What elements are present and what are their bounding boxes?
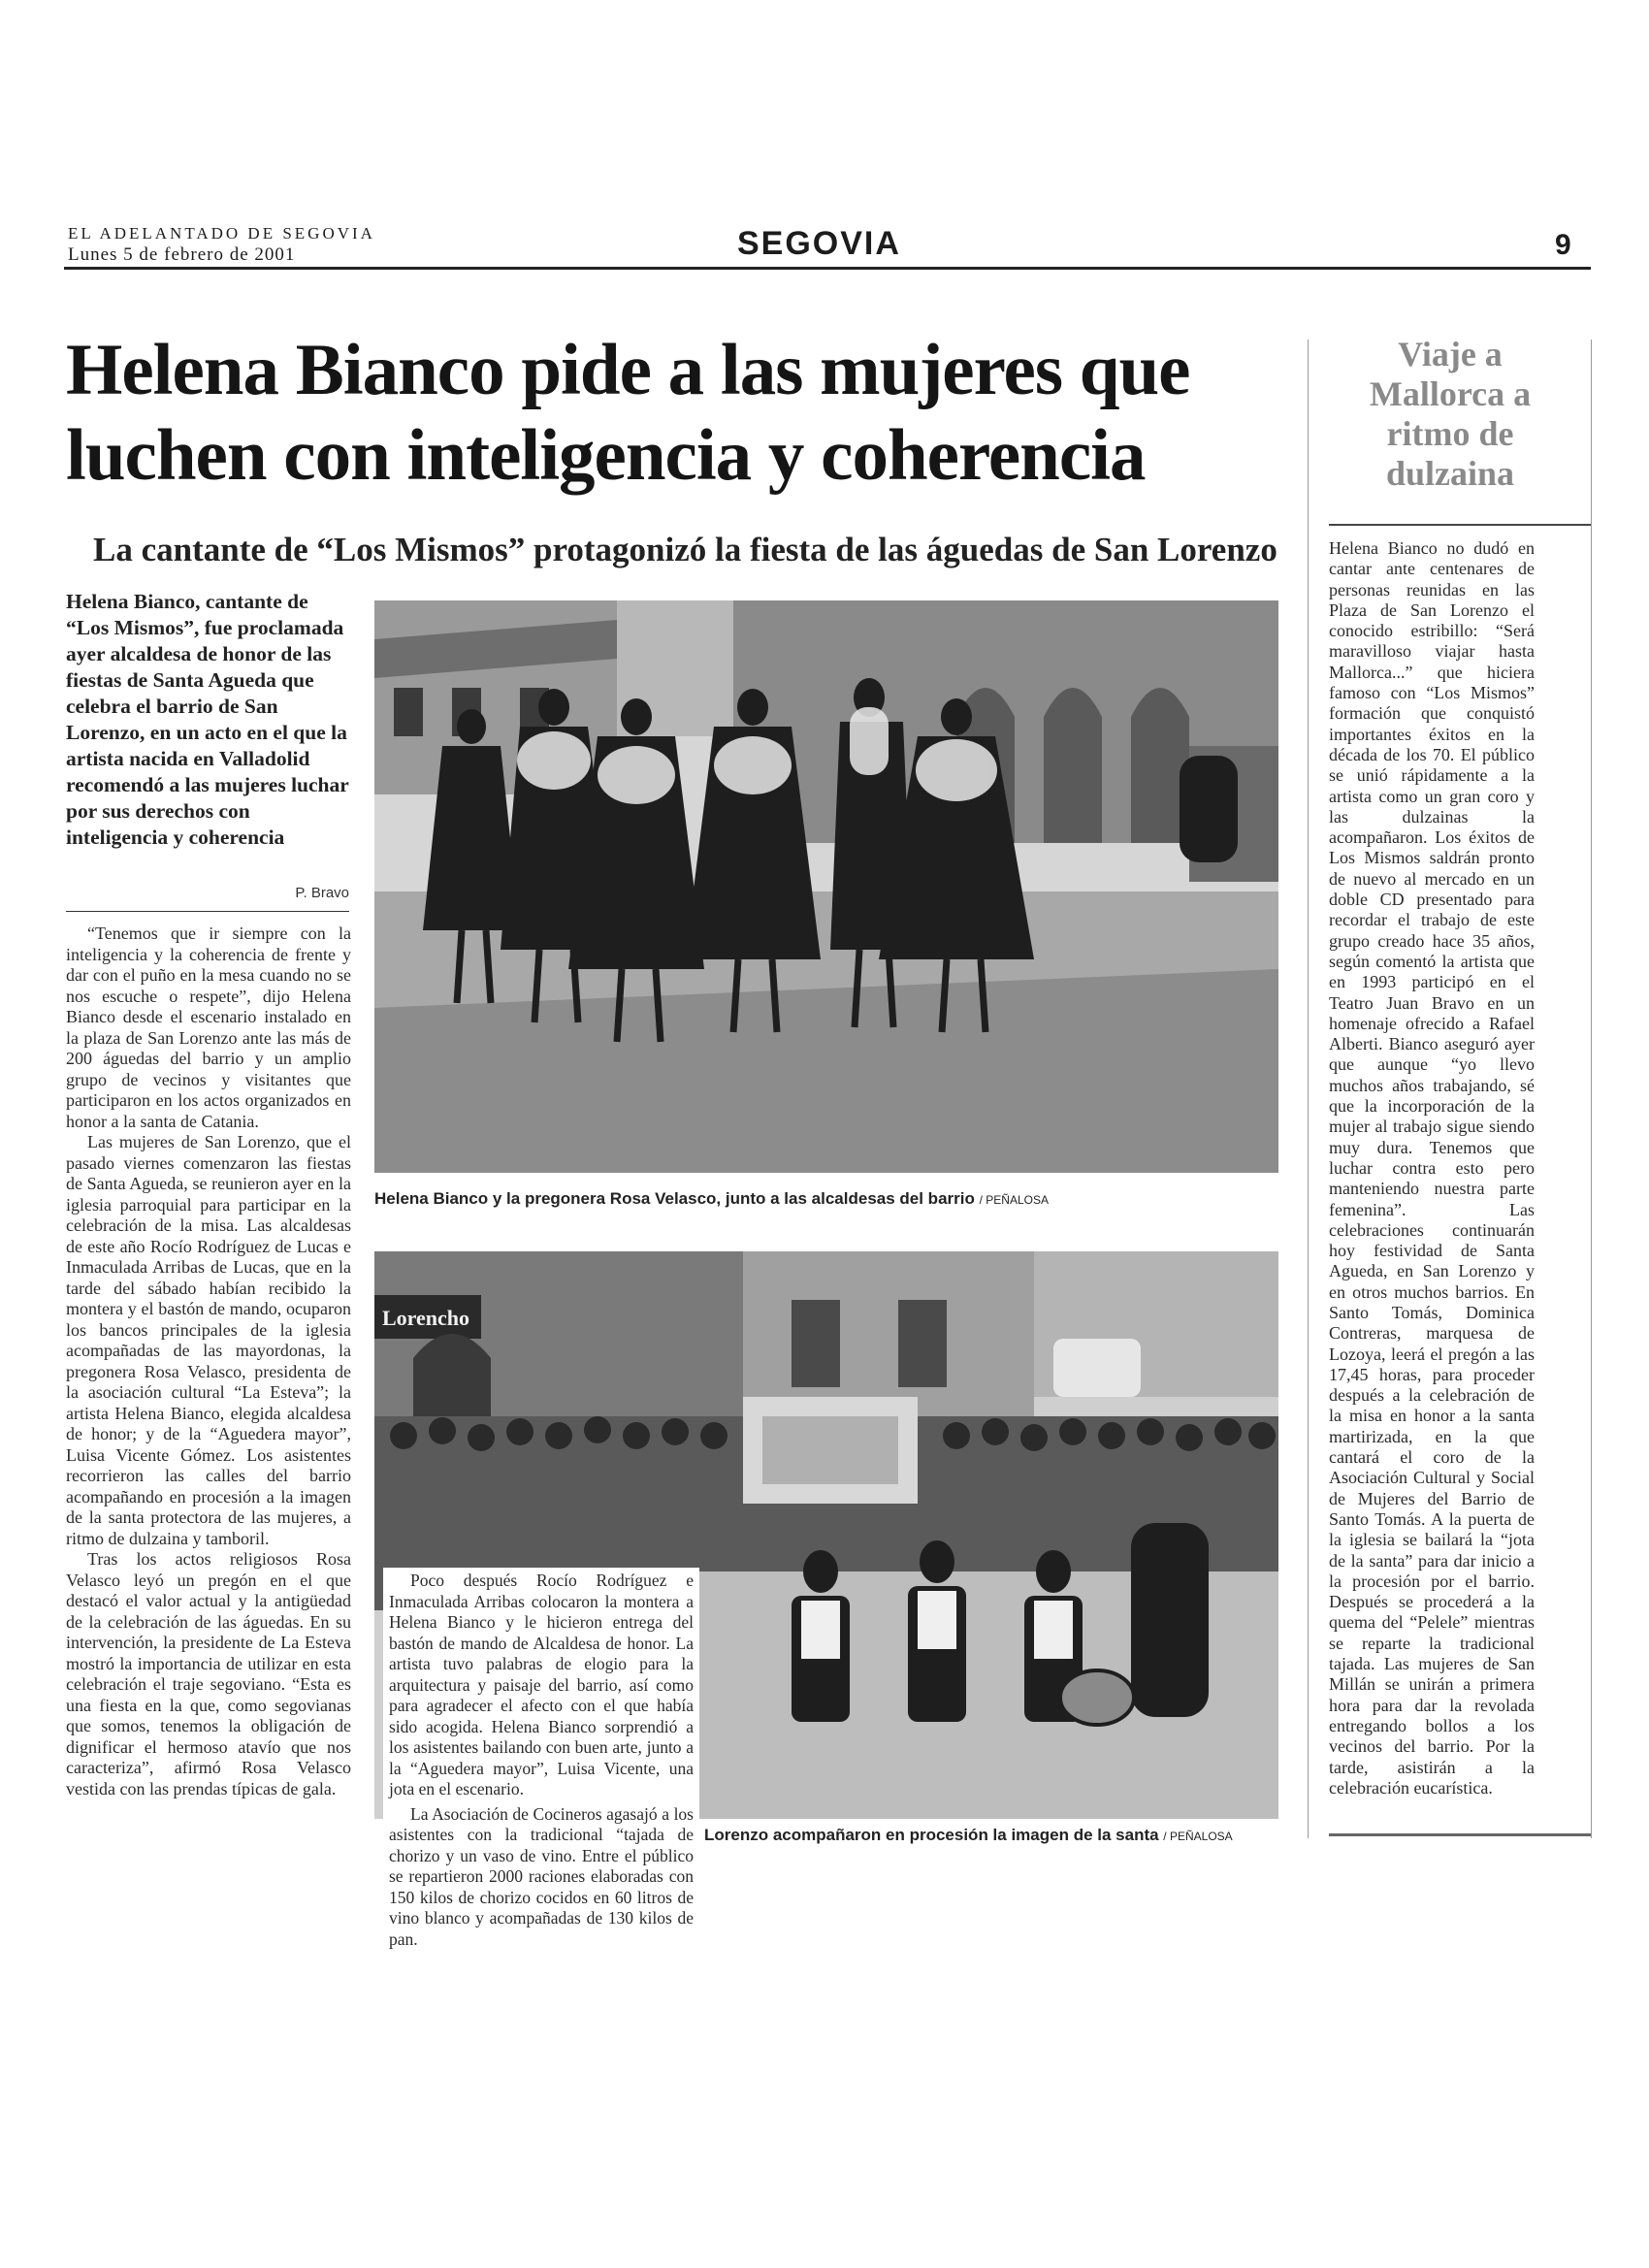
newspaper-name: EL ADELANTADO DE SEGOVIA [68, 224, 375, 243]
shop-sign-text: Lorencho [382, 1306, 470, 1330]
sidebar-paragraph: Helena Bianco no dudó en cantar ante centenares de personas reunidas en las Plaza de San Lorenzo el conocido estribillo: “Será maravilloso viajar hasta Mallorca...” que hiciera famoso con “Los Mismos” formación que conquistó importantes éxitos en la década de los 70. El público se unió rápidamente a la artista como un gran coro y las dulzainas la acompañaron. Los éxitos de Los Mismos saldrán pronto de nuevo al mercado en un doble CD presentado para recordar el trabajo de este grupo creado hace 35 años, según comentó la artista que en 1993 participó en el Teatro Juan Bravo en un homenaje ofrecido a Rafael Alberti. Bianco aseguró ayer que aunque “yo llevo muchos años trabajando, sé que la incorporación de la mujer al trabajo sigue siendo muy dura. Tenemos que luchar contra esto pero manteniendo nuestra parte femenina”. Las celebraciones continuarán hoy festividad de Santa Agueda, en San Lorenzo y en otros muchos barrios. En Santo Tomás, Dominica Contreras, marquesa de Lozoya, leerá el pregón a las 17,45 horas, para proceder después a la celebración de la misa en honor a la santa martirizada, en la que cantará el coro de la Asociación Cultural y Social de Mujeres del Barrio de Santo Tomás. A la puerta de la iglesia se bailará la “jota de la santa” para dar inicio a la procesión por el barrio. Después se procederá a la quema del “Pelele” mientras se reparte la tradicional tajada. Las mujeres de San Millán se unirán a primera hora para dar la revolada entregando bollos a los vecinos del barrio. Por la tarde, asistirán a la celebración eucarística. [1329, 538, 1535, 1798]
sidebar-rule-right [1591, 340, 1592, 1838]
section-title: SEGOVIA [737, 225, 901, 262]
photo-caption-1 [374, 1189, 1049, 1209]
photo-aguedas-image [374, 600, 1278, 1173]
caption-text: Helena Bianco y la pregonera Rosa Velasco, junto a las alcaldesas del barrio [374, 1189, 975, 1208]
sidebar-body [1329, 538, 1535, 1798]
photo-credit: / PEÑALOSA [979, 1193, 1049, 1207]
photo-caption-2 [704, 1826, 1233, 1845]
body-paragraph: Las mujeres de San Lorenzo, que el pasado viernes comenzaron las fiestas de Santa Agueda, se reunieron ayer en la iglesia parroquial para participar en la celebración de la misa. Las alcaldesas de este año Rocío Rodríguez de Lucas e Inmaculada Arribas de Lucas, que en la tarde del sábado habían recibido la montera y el bastón de mando, ocuparon los bancos principales de la iglesia acompañadas de las mayordonas, la pregonera Rosa Velasco, presidenta de la asociación cultural “La Esteva”; la artista Helena Bianco, elegida alcaldesa de honor; y de la “Aguedera mayor”, Luisa Vicente Gómez. Los asistentes recorrieron las calles del barrio acompañando en procesión a la imagen de la santa protectora de las mujeres, a ritmo de dulzaina y tamboril. [66, 1132, 351, 1548]
body-paragraph: La Asociación de Cocineros agasajó a los asistentes con la tradicional “tajada de chorizo y un vaso de vino. Entre el público se repartieron 2000 raciones elaboradas con 150 kilos de chorizo cocidos en 60 litros de vino blanco y acompañadas de 130 kilos de pan. [389, 1803, 694, 1949]
lead-paragraph: Helena Bianco, cantante de “Los Mismos”, fue proclamada ayer alcaldesa de honor de las fiestas de Santa Agueda que celebra el barrio de San Lorenzo, en un acto en el que la artista nacida en Valladolid recomendó a las mujeres luchar por sus derechos con inteligencia y coherencia [66, 590, 349, 849]
issue-date: Lunes 5 de febrero de 2001 [68, 244, 296, 265]
page-number: 9 [1555, 229, 1571, 261]
byline-rule [66, 911, 349, 912]
caption-text: Lorenzo acompañaron en procesión la imagen de la santa [704, 1826, 1159, 1844]
body-paragraph: Poco después Rocío Rodríguez e Inmaculada Arribas colocaron la montera a Helena Bianco y le hicieron entrega del bastón de mando de Alcaldesa de honor. La artista tuvo palabras de elogio para la arquitectura y paisaje del barrio, así como para agradecer el afecto con el que había sido acogida. Helena Bianco sorprendió a los asistentes bailando con buen arte, junto a la “Aguedera mayor”, Luisa Vicente, una jota en el escenario. [389, 1571, 694, 1798]
headline: Helena Bianco pide a las mujeres que luchen con inteligencia y coherencia [66, 330, 1190, 496]
sidebar-rule-left [1308, 340, 1309, 1838]
masthead-rule [64, 267, 1591, 270]
body-column-left [66, 923, 351, 1799]
body-paragraph: “Tenemos que ir siempre con la inteligencia y la coherencia de frente y dar con el puño en la mesa cuando no se nos escuche o respete”, dijo Helena Bianco desde el escenario instalado en la plaza de San Lorenzo ante las más de 200 águedas del barrio y un amplio grupo de vecinos y visitantes que participaron en los actos organizados en honor a la santa de Catania. [66, 923, 351, 1131]
sidebar-end-rule [1329, 1833, 1591, 1836]
body-paragraph: Tras los actos religiosos Rosa Velasco leyó un pregón en el que destacó el valor actual y la antigüedad de la celebración de las águedas. En su intervención, la presidente de La Esteva mostró la importancia de utilizar en esta celebración el traje segoviano. “Esta es una fiesta en la que, como segovianas que somos, tenemos la obligación de dignificar el hermoso atavío que nos caracteriza”, afirmó Rosa Velasco vestida con las prendas típicas de gala. [66, 1549, 351, 1798]
photo-credit: / PEÑALOSA [1163, 1830, 1233, 1843]
body-column-middle [383, 1568, 699, 1952]
masthead-left [68, 223, 375, 266]
photo-aguedas-group [374, 600, 1278, 1173]
subheadline: La cantante de “Los Mismos” protagonizó la fiesta de las águedas de San Lorenzo [93, 531, 1277, 568]
sidebar-title: Viaje a Mallorca a ritmo de dulzaina [1369, 335, 1532, 493]
byline: P. Bravo [295, 885, 349, 901]
sidebar-title-rule [1329, 524, 1591, 526]
